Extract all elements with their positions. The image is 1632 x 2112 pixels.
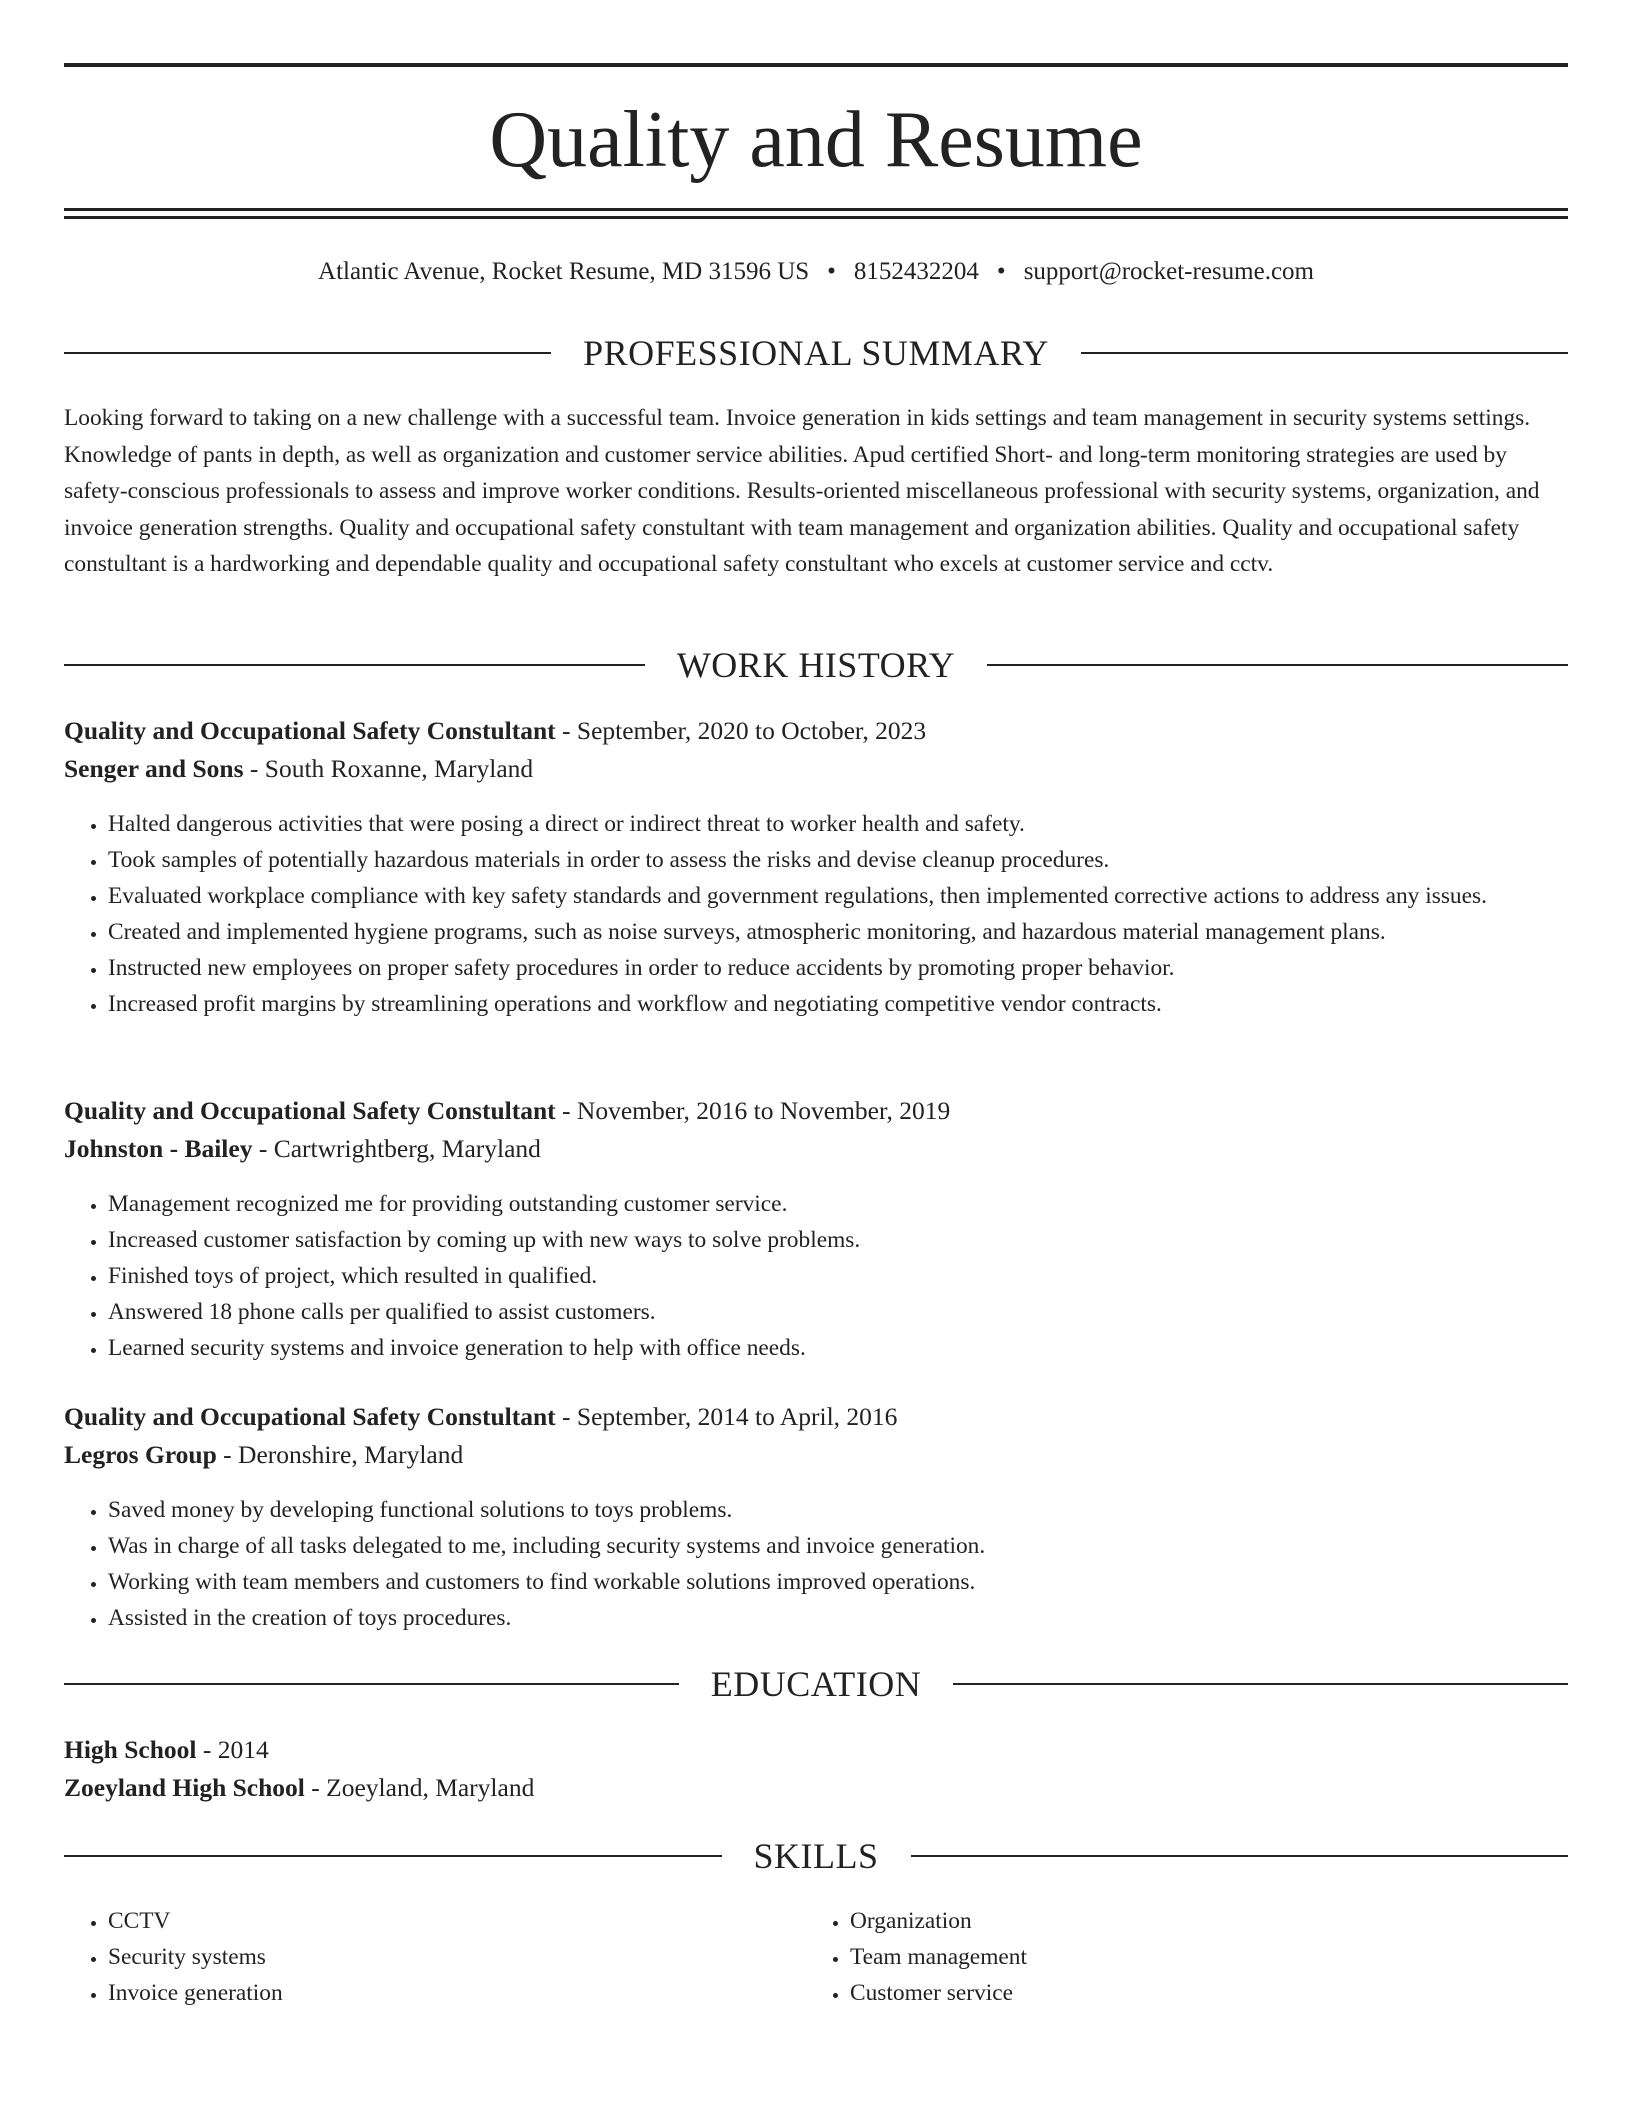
contact-separator: •: [827, 258, 836, 285]
job-title: Quality and Occupational Safety Constultant: [64, 716, 556, 745]
section-title-summary: PROFESSIONAL SUMMARY: [583, 333, 1049, 373]
list-item: • Finished toys of project, which resulted in qualified.: [108, 1258, 1568, 1294]
job-bullets: [64, 806, 1568, 1022]
section-rule: [953, 1683, 1568, 1685]
job-title-line: [64, 1398, 1568, 1436]
header-rule-lower: [64, 216, 1568, 219]
contact-separator: •: [996, 258, 1006, 285]
section-rule: [64, 664, 645, 666]
section-title-work: WORK HISTORY: [676, 645, 956, 685]
list-item: • Evaluated workplace compliance with key safety standards and government regulations, then implemented corrective actions to address any issues.: [108, 878, 1568, 914]
section-header-work: [64, 645, 1568, 685]
skill-item: • Invoice generation: [108, 1975, 1568, 2011]
contact-phone: 8152432204: [853, 258, 979, 285]
section-title-education: EDUCATION: [710, 1664, 922, 1704]
job-company-line: [64, 750, 1568, 788]
education-location: - Zoeyland, Maryland: [304, 1773, 535, 1802]
education-degree: High School: [64, 1735, 197, 1764]
job-title: Quality and Occupational Safety Constultant: [64, 1096, 556, 1125]
education-degree-line: [64, 1731, 1568, 1769]
list-item: • Working with team members and customers to find workable solutions improved operations.: [108, 1564, 1568, 1600]
header-top-rule: [64, 63, 1568, 67]
job-dates: - September, 2014 to April, 2016: [555, 1402, 898, 1431]
education-school: Zoeyland High School: [64, 1773, 305, 1802]
job-company: Legros Group: [64, 1440, 217, 1469]
education-school-line: [64, 1769, 1568, 1807]
job-title: Quality and Occupational Safety Constultant: [64, 1402, 556, 1431]
list-item: • Answered 18 phone calls per qualified to assist customers.: [108, 1294, 1568, 1330]
section-rule: [64, 1683, 679, 1685]
job-dates: - November, 2016 to November, 2019: [555, 1096, 951, 1125]
list-item: • Took samples of potentially hazardous materials in order to assess the risks and devise cleanup procedures.: [108, 842, 1568, 878]
list-item: • Assisted in the creation of toys procedures.: [108, 1600, 1568, 1636]
list-item: • Management recognized me for providing outstanding customer service.: [108, 1186, 1568, 1222]
list-item: • Increased customer satisfaction by coming up with new ways to solve problems.: [108, 1222, 1568, 1258]
section-header-summary: [64, 333, 1568, 373]
job-dates: - September, 2020 to October, 2023: [555, 716, 927, 745]
section-rule: [987, 664, 1568, 666]
job-location: - South Roxanne, Maryland: [243, 754, 534, 783]
list-item: • Instructed new employees on proper safety procedures in order to reduce accidents by promoting proper behavior.: [108, 950, 1568, 986]
section-header-skills: [64, 1836, 1568, 1876]
resume-name: Quality and Resume: [489, 96, 1143, 184]
skill-item: • Team management: [850, 1939, 1632, 1975]
section-rule: [64, 352, 551, 354]
header-rule-upper: [64, 208, 1568, 211]
contact-email: support@rocket-resume.com: [1023, 258, 1314, 285]
skill-item: • Security systems: [108, 1939, 1568, 1975]
job-location: - Deronshire, Maryland: [216, 1440, 464, 1469]
list-item: • Created and implemented hygiene programs, such as noise surveys, atmospheric monitoring, and hazardous material management plans.: [108, 914, 1568, 950]
job-bullets: [64, 1492, 1568, 1636]
skills-list-right: [806, 1903, 1632, 2011]
job-company-line: [64, 1130, 1568, 1168]
section-rule: [911, 1855, 1569, 1857]
list-item: • Saved money by developing functional solutions to toys problems.: [108, 1492, 1568, 1528]
contact-line: [64, 254, 1568, 290]
skill-item: • CCTV: [108, 1903, 1568, 1939]
job-bullets: [64, 1186, 1568, 1366]
list-item: • Increased profit margins by streamlining operations and workflow and negotiating competitive vendor contracts.: [108, 986, 1568, 1022]
list-item: • Learned security systems and invoice generation to help with office needs.: [108, 1330, 1568, 1366]
job-company-line: [64, 1436, 1568, 1474]
education-year: - 2014: [196, 1735, 269, 1764]
professional-summary: Looking forward to taking on a new challenge with a successful team. Invoice generation in kids settings and team management in security systems settings. Knowledge of pants in depth, as well as organization and customer service abilities. Apud certified Short- and long-term monitoring strategies are used by safety-conscious professionals to assess and improve worker conditions. Results-oriented miscellaneous professional with security systems, organization, and invoice generation strengths. Quality and occupational safety constultant with team management and organization abilities. Quality and occupational safety constultant is a hardworking and dependable quality and occupational safety constultant who excels at customer service and cctv.: [64, 405, 1540, 577]
section-rule: [64, 1855, 722, 1857]
section-rule: [1081, 352, 1568, 354]
job-title-line: [64, 1092, 1568, 1130]
job-company: Senger and Sons: [64, 754, 244, 783]
list-item: • Was in charge of all tasks delegated to me, including security systems and invoice generation.: [108, 1528, 1568, 1564]
section-header-education: [64, 1664, 1568, 1704]
job-location: - Cartwrightberg, Maryland: [252, 1134, 541, 1163]
skill-item: • Customer service: [850, 1975, 1632, 2011]
job-company: Johnston - Bailey: [64, 1134, 253, 1163]
job-title-line: [64, 712, 1568, 750]
list-item: • Halted dangerous activities that were posing a direct or indirect threat to worker health and safety.: [108, 806, 1568, 842]
section-title-skills: SKILLS: [753, 1836, 879, 1876]
contact-address: Atlantic Avenue, Rocket Resume, MD 31596 US: [318, 258, 810, 285]
skill-item: • Organization: [850, 1903, 1632, 1939]
